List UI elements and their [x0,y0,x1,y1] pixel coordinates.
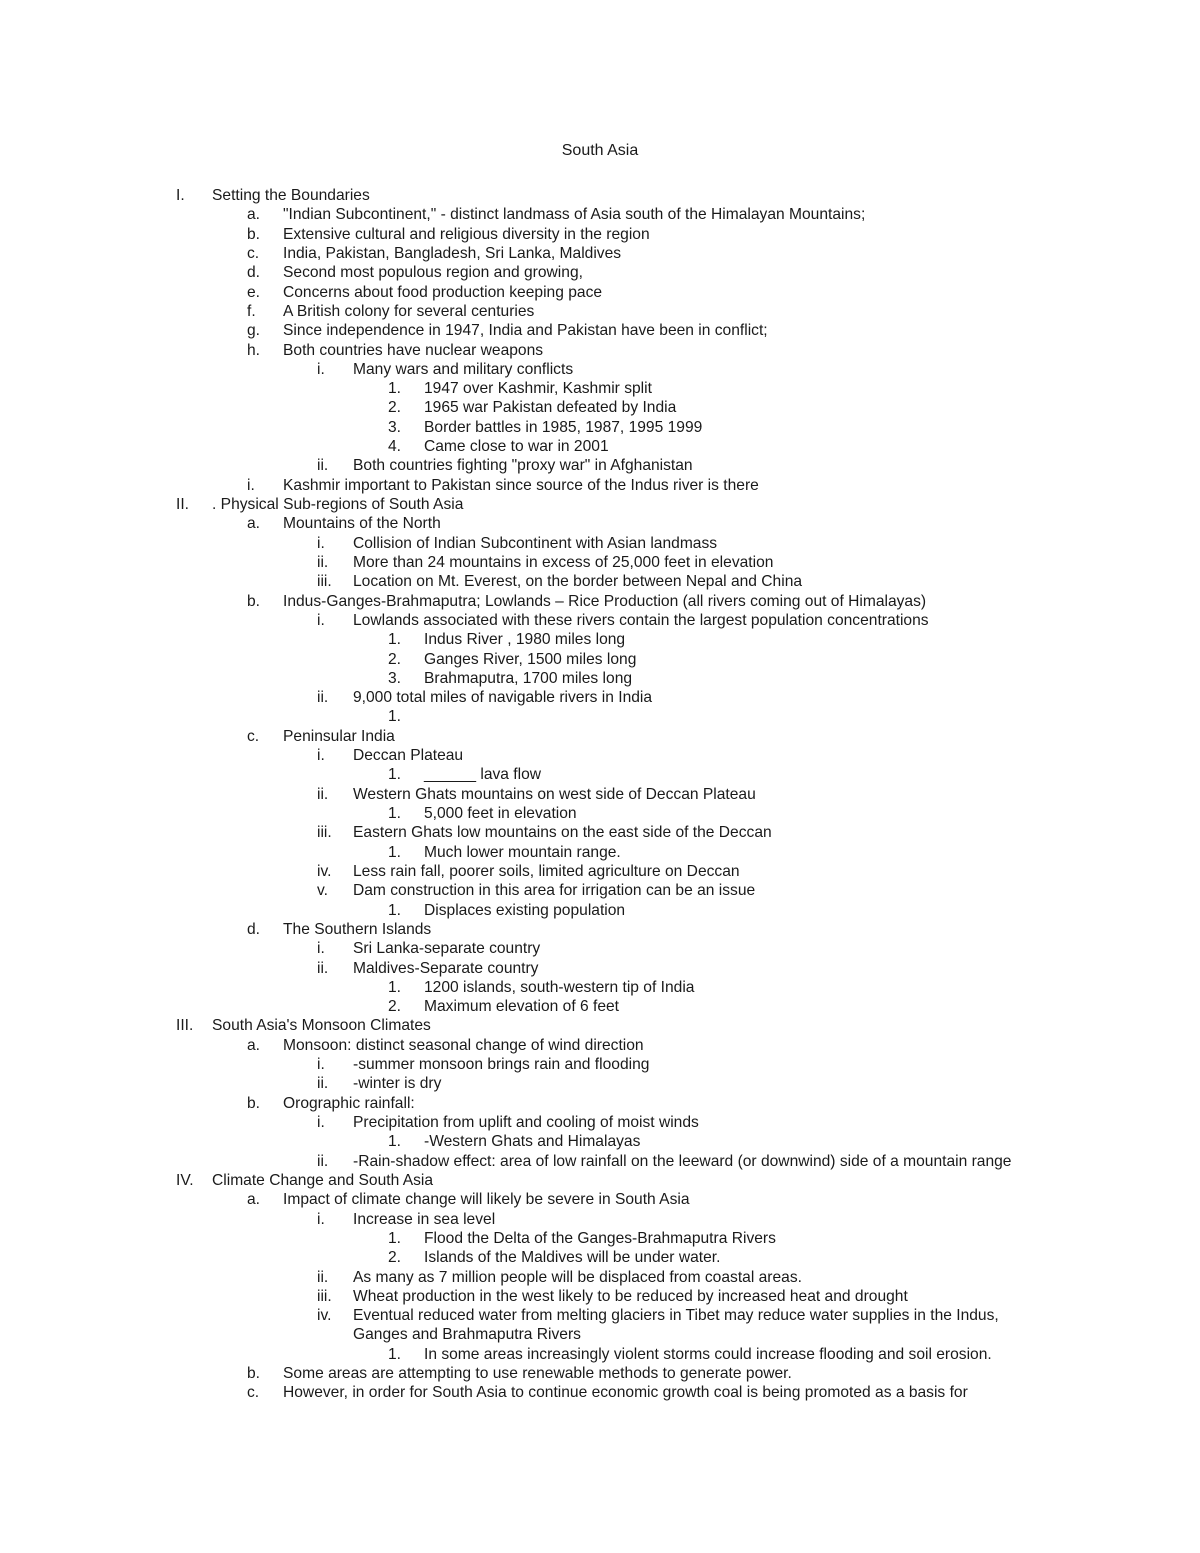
outline-marker: ii. [317,785,329,803]
outline-item [0,1229,1200,1248]
page-title: South Asia [561,142,639,159]
outline-text: Setting the Boundaries [212,187,370,204]
outline-marker: b. [247,1094,261,1112]
outline-text: 5,000 feet in elevation [424,805,577,822]
outline-item [0,1325,1200,1344]
outline-item [0,939,1200,958]
outline-item [0,1210,1200,1229]
outline-text: Increase in sea level [353,1210,496,1228]
outline-item [0,514,1200,533]
outline-marker: 1. [388,805,402,822]
outline-item [0,804,1200,823]
outline-item [0,1287,1200,1306]
outline-marker: 1. [388,380,402,398]
outline-item [0,843,1200,862]
outline-marker: i. [317,1114,325,1131]
outline-text: 1947 over Kashmir, Kashmir split [424,380,652,398]
outline-marker: iii. [317,573,332,591]
outline-marker: i. [317,1056,325,1074]
outline-marker: 2. [388,399,402,417]
outline-item [0,765,1200,784]
outline-item [0,901,1200,920]
outline-marker: iii. [317,1287,332,1305]
outline-item [0,456,1200,475]
outline-item [0,495,1200,514]
outline-marker: a. [247,1036,261,1054]
outline-text: Ganges and Brahmaputra Rivers [353,1326,581,1344]
outline-text: Flood the Delta of the Ganges-Brahmaputra Rivers [424,1229,776,1247]
outline-marker: d. [247,264,261,282]
outline-marker: iv. [317,862,332,880]
outline-marker: e. [247,283,261,301]
outline-text: Maximum elevation of 6 feet [424,998,620,1016]
outline-marker: i. [317,611,325,629]
outline-text: Lowlands associated with these rivers contain the largest population concentrations [353,611,929,629]
outline-marker: ii. [317,1152,329,1170]
outline-marker: 1. [388,631,402,649]
outline-item [0,572,1200,591]
outline-marker: b. [247,592,261,610]
outline-text: Collision of Indian Subcontinent with Asian landmass [353,534,718,552]
outline-marker: 4. [388,438,402,456]
outline-item [0,650,1200,669]
outline-marker: ii. [317,959,329,977]
outline-marker: c. [247,1384,260,1402]
outline-marker: b. [247,225,261,243]
outline-item [0,823,1200,842]
outline-text: -summer monsoon brings rain and flooding [353,1056,650,1074]
outline-text: In some areas increasingly violent storms could increase flooding and soil erosion. [424,1345,992,1363]
outline-item [0,1132,1200,1151]
outline-item [0,920,1200,939]
outline-item [0,205,1200,224]
outline-text: Displaces existing population [424,901,626,919]
outline-marker: i. [317,940,325,958]
outline-item [0,186,1200,205]
outline-item [0,225,1200,244]
outline-marker: 1. [388,1133,402,1151]
outline-marker: v. [317,882,328,900]
outline-text: Eastern Ghats low mountains on the east side of the Deccan [353,824,772,842]
outline-item [0,1055,1200,1074]
outline-marker: a. [247,515,261,533]
outline-text: A British colony for several centuries [283,302,535,320]
outline-item [0,1248,1200,1267]
outline-text: Peninsular India [283,727,395,745]
outline-text: -Rain-shadow effect: area of low rainfall on the leeward (or downwind) side of a mountain range [353,1152,1012,1170]
outline-text: Impact of climate change will likely be severe in South Asia [283,1191,690,1209]
outline-item [0,1152,1200,1171]
outline-item [0,534,1200,553]
outline-item [0,321,1200,340]
outline-item [0,978,1200,997]
outline-item [0,688,1200,707]
outline-item [0,1306,1200,1325]
outline-text: Sri Lanka-separate country [353,940,541,958]
outline-marker: iv. [317,1307,332,1325]
outline-text: Concerns about food production keeping pace [283,283,603,301]
outline-item [0,592,1200,611]
outline-marker: ii. [317,689,329,707]
outline-marker: g. [247,322,261,340]
outline-item [0,476,1200,495]
outline-text: Much lower mountain range. [424,843,621,861]
outline-marker: a. [247,1191,261,1209]
outline-marker: c. [247,727,260,745]
outline-item [0,997,1200,1016]
outline-text: 1200 islands, south-western tip of India [424,978,695,996]
outline-text: Dam construction in this area for irrigation can be an issue [353,882,756,900]
outline-text: ______ lava flow [424,766,542,784]
outline-text: Both countries fighting "proxy war" in Afghanistan [353,457,693,475]
outline-marker: ii. [317,1075,329,1093]
outline-marker: 1. [388,1345,402,1363]
outline-item [0,746,1200,765]
outline-item [0,707,1200,726]
outline-text: 9,000 total miles of navigable rivers in India [353,689,653,707]
outline-marker: 3. [388,669,402,687]
outline-marker: I. [176,187,185,204]
outline-text: Eventual reduced water from melting glaciers in Tibet may reduce water supplies in the Indus, [353,1307,999,1325]
outline-item [0,283,1200,302]
outline-item [0,881,1200,900]
outline-marker: h. [247,341,261,359]
outline-item [0,553,1200,572]
outline-marker: 1. [388,708,402,726]
outline-text: 1965 war Pakistan defeated by India [424,399,677,417]
outline-text: More than 24 mountains in excess of 25,000 feet in elevation [353,553,774,571]
outline-item [0,669,1200,688]
outline-item [0,1383,1200,1402]
outline-marker: i. [317,747,325,765]
outline-marker: i. [317,1210,325,1228]
outline-text: Western Ghats mountains on west side of Deccan Plateau [353,785,756,803]
outline-item [0,1074,1200,1093]
outline-item [0,1190,1200,1209]
outline-marker: i. [317,534,325,552]
outline-text: South Asia's Monsoon Climates [212,1017,431,1035]
outline-marker: 2. [388,998,402,1016]
outline-text: Came close to war in 2001 [424,438,609,456]
outline-marker: 1. [388,978,402,996]
outline-item [0,1016,1200,1035]
outline-text: The Southern Islands [283,920,432,938]
outline-marker: 1. [388,843,402,861]
outline-item [0,1171,1200,1190]
outline-marker: 2. [388,650,402,668]
outline-marker: 3. [388,418,402,436]
outline-text: Maldives-Separate country [353,959,539,977]
outline-text: India, Pakistan, Bangladesh, Sri Lanka, Maldives [283,244,622,262]
outline-text: Islands of the Maldives will be under water. [424,1249,721,1267]
outline-item [0,302,1200,321]
outline-text: Location on Mt. Everest, on the border between Nepal and China [353,573,803,591]
outline-marker: iii. [317,824,332,842]
outline-item [0,959,1200,978]
outline-marker: ii. [317,553,329,571]
outline-text: However, in order for South Asia to continue economic growth coal is being promoted as a basis for [283,1384,968,1402]
outline-item [0,244,1200,263]
outline-list [0,186,1200,1403]
outline-text: Kashmir important to Pakistan since source of the Indus river is there [283,476,759,494]
outline-text: As many as 7 million people will be displaced from coastal areas. [353,1268,802,1286]
outline-text: Second most populous region and growing, [283,264,583,282]
outline-marker: f. [247,302,256,320]
outline-text: Indus-Ganges-Brahmaputra; Lowlands – Rice Production (all rivers coming out of Himalayas) [283,592,927,610]
outline-marker: i. [317,360,325,378]
outline-marker: IV. [176,1171,194,1189]
outline-marker: a. [247,206,261,224]
outline-marker: ii. [317,1268,329,1286]
outline-item [0,630,1200,649]
outline-text: -winter is dry [353,1075,442,1093]
outline-text: Less rain fall, poorer soils, limited agriculture on Deccan [353,862,740,880]
outline-text: Extensive cultural and religious diversity in the region [283,225,650,243]
outline-text: Border battles in 1985, 1987, 1995 1999 [424,418,703,436]
outline-item [0,437,1200,456]
outline-marker: 1. [388,766,402,784]
outline-text: Indus River , 1980 miles long [424,631,626,649]
outline-text: Mountains of the North [283,515,441,533]
outline-item [0,1268,1200,1287]
outline-text: Brahmaputra, 1700 miles long [424,669,633,687]
outline-item [0,1364,1200,1383]
outline-text: Both countries have nuclear weapons [283,341,544,359]
outline-text: Precipitation from uplift and cooling of moist winds [353,1114,699,1131]
outline-marker: 1. [388,1229,402,1247]
outline-text: Since independence in 1947, India and Pakistan have been in conflict; [283,322,768,340]
outline-text: Some areas are attempting to use renewable methods to generate power. [283,1365,792,1383]
outline-marker: c. [247,244,260,262]
outline-marker: III. [176,1017,194,1035]
outline-marker: ii. [317,457,329,475]
outline-marker: II. [176,496,189,513]
outline-text: Wheat production in the west likely to be reduced by increased heat and drought [353,1287,908,1305]
outline-item [0,1094,1200,1113]
outline-item [0,785,1200,804]
outline-marker: 1. [388,901,402,919]
outline-text: Many wars and military conflicts [353,360,574,378]
outline-item [0,379,1200,398]
outline-item [0,727,1200,746]
outline-item [0,862,1200,881]
outline-item [0,1345,1200,1364]
outline-marker: 2. [388,1249,402,1267]
outline-text: Climate Change and South Asia [212,1171,434,1189]
outline-text: Monsoon: distinct seasonal change of wind direction [283,1036,644,1054]
outline-marker: i. [247,476,255,494]
outline-item [0,418,1200,437]
outline-text: "Indian Subcontinent," - distinct landmass of Asia south of the Himalayan Mountains; [283,206,866,224]
outline-item [0,398,1200,417]
outline-item [0,611,1200,630]
outline-marker: d. [247,920,261,938]
outline-item [0,263,1200,282]
outline-item [0,1036,1200,1055]
outline-item [0,360,1200,379]
outline-item [0,1113,1200,1132]
outline-item [0,341,1200,360]
outline-text: . Physical Sub-regions of South Asia [212,496,464,513]
outline-text: -Western Ghats and Himalayas [424,1133,641,1151]
outline-text: Deccan Plateau [353,747,464,765]
outline-marker: b. [247,1365,261,1383]
outline-text: Orographic rainfall: [283,1094,415,1112]
outline-text: Ganges River, 1500 miles long [424,650,637,668]
